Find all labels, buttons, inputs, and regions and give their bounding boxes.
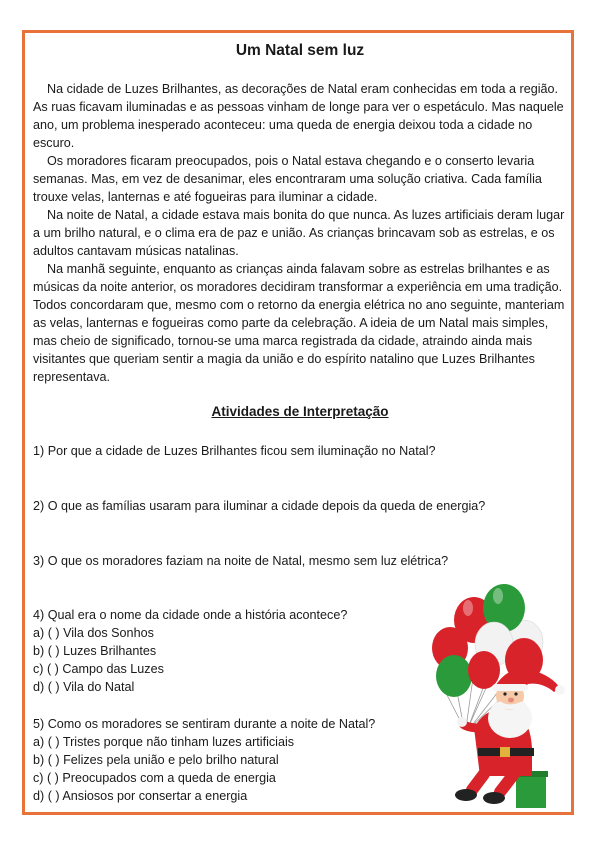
question-4-options [33, 624, 164, 696]
question-5-option-c[interactable]: c) ( ) Preocupados com a queda de energia [33, 771, 276, 785]
question-4-option-c[interactable]: c) ( ) Campo das Luzes [33, 662, 164, 676]
document-title: Um Natal sem luz [235, 42, 365, 59]
story-paragraph-2: Os moradores ficaram preocupados, pois o Natal estava chegando e o conserto levaria semanas. Mas, em vez de desanimar, eles encontraram uma solução criativa. Cada família trouxe velas, lanternas e até fogueiras para iluminar a cidade. [33, 154, 542, 204]
story-paragraph-4: Na manhã seguinte, enquanto as crianças ainda falavam sobre as estrelas brilhantes e as músicas da noite anterior, os moradores decidiram transformar a experiência em uma tradição. Todos concordaram que, mesmo com o retorno da energia elétrica no ano seguinte, manteriam as velas, lanternas e fogueiras como parte da celebração. A ideia de um Natal mais simples, mas cheio de significado, tornou-se uma marca registrada da cidade, atraindo ainda mais visitantes que queriam sentir a magia da união e do espírito natalino que Luzes Brilhantes representava. [33, 262, 565, 384]
question-4-option-d[interactable]: d) ( ) Vila do Natal [33, 680, 135, 694]
question-3: 3) O que os moradores faziam na noite de Natal, mesmo sem luz elétrica? [33, 554, 449, 568]
story-text [33, 80, 567, 386]
story-paragraph-3: Na noite de Natal, a cidade estava mais bonita do que nunca. As luzes artificiais deram lugar a um brilho natural, e o clima era de paz e união. As crianças brincavam sob as estrelas, e os adultos cantavam músicas natalinas. [33, 208, 565, 258]
question-4: 4) Qual era o nome da cidade onde a história acontece? [33, 608, 348, 622]
question-5: 5) Como os moradores se sentiram durante a noite de Natal? [33, 717, 376, 731]
question-5-option-d[interactable]: d) ( ) Ansiosos por consertar a energia [33, 789, 248, 803]
question-4-option-a[interactable]: a) ( ) Vila dos Sonhos [33, 626, 154, 640]
question-5-option-b[interactable]: b) ( ) Felizes pela união e pelo brilho natural [33, 753, 279, 767]
question-2: 2) O que as famílias usaram para iluminar a cidade depois da queda de energia? [33, 499, 486, 513]
question-1: 1) Por que a cidade de Luzes Brilhantes ficou sem iluminação no Natal? [33, 444, 436, 458]
story-paragraph-1: Na cidade de Luzes Brilhantes, as decorações de Natal eram conhecidas em toda a região. As ruas ficavam iluminadas e as pessoas vinham de longe para ver o espetáculo. Mas naquele ano, um problema inesperado aconteceu: uma queda de energia deixou toda a cidade no escuro. [33, 82, 564, 150]
santa-with-balloons-icon [428, 578, 578, 810]
question-5-options [33, 733, 294, 805]
question-5-option-a[interactable]: a) ( ) Tristes porque não tinham luzes artificiais [33, 735, 295, 749]
question-4-option-b[interactable]: b) ( ) Luzes Brilhantes [33, 644, 157, 658]
activities-title: Atividades de Interpretação [211, 404, 389, 419]
